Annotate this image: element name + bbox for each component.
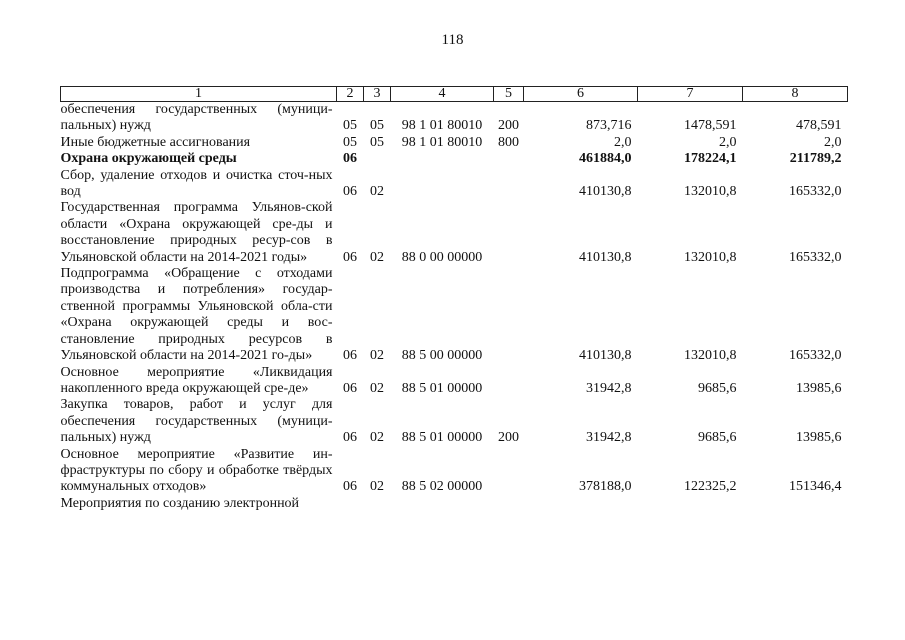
row-target-article: 88 0 00 00000 (401, 249, 483, 265)
header-col-7: 7 (638, 87, 743, 102)
row-expense-type (494, 200, 524, 266)
table-row (61, 135, 848, 151)
row-subsection: 02 (370, 430, 384, 446)
row-amount-col8: 211789,2 (789, 151, 842, 167)
row-expense-type (494, 168, 524, 201)
row-expense-type: 800 (498, 134, 519, 150)
row-subsection (364, 496, 391, 512)
table-row (61, 266, 848, 364)
row-subsection (364, 151, 391, 167)
row-subsection: 02 (370, 479, 384, 495)
row-section: 05 (343, 118, 357, 134)
row-name: Охрана окружающей среды (60, 151, 237, 167)
header-col-3: 3 (364, 87, 391, 102)
row-name: Сбор, удаление отходов и очистка сточ-ных вод (60, 167, 333, 200)
row-name: Государственная программа Ульянов-ской области «Охрана окружающей сре-ды и восстановление природных ресур-сов в Ульяновской области на 2014-2021 годы» (60, 200, 333, 265)
row-subsection: 02 (370, 380, 384, 396)
row-expense-type (494, 365, 524, 398)
row-name: Иные бюджетные ассигнования (60, 134, 251, 150)
header-col-5: 5 (494, 87, 524, 102)
row-amount-col8: 478,591 (796, 118, 842, 134)
header-col-1: 1 (61, 87, 337, 102)
row-name: Закупка товаров, работ и услуг для обеспечения государственных (муници-пальных) нужд (60, 397, 333, 446)
row-amount-col7 (638, 496, 743, 512)
row-section: 06 (343, 479, 357, 495)
row-amount-col8: 151346,4 (789, 479, 842, 495)
row-amount-col8 (743, 496, 848, 512)
row-section (337, 496, 364, 512)
table-row (61, 397, 848, 446)
row-amount-col6: 410130,8 (579, 348, 632, 364)
row-amount-col6: 2,0 (614, 134, 632, 150)
row-target-article: 88 5 00 00000 (401, 348, 483, 364)
row-expense-type (494, 496, 524, 512)
row-amount-col6: 31942,8 (586, 380, 632, 396)
row-section: 06 (343, 151, 357, 167)
row-section: 06 (343, 348, 357, 364)
table-row (61, 168, 848, 201)
row-amount-col6: 31942,8 (586, 430, 632, 446)
row-subsection: 05 (370, 134, 384, 150)
row-amount-col6 (524, 496, 638, 512)
row-section: 06 (343, 380, 357, 396)
header-col-2: 2 (337, 87, 364, 102)
header-row (61, 87, 848, 102)
row-subsection: 02 (370, 348, 384, 364)
table-header (61, 87, 848, 102)
header-col-8: 8 (743, 87, 848, 102)
row-target-article: 88 5 02 00000 (401, 479, 483, 495)
table-row (61, 365, 848, 398)
table-row (61, 447, 848, 496)
row-amount-col7: 9685,6 (698, 380, 737, 396)
table-row (61, 151, 848, 167)
row-amount-col6: 873,716 (586, 118, 632, 134)
row-amount-col7: 132010,8 (684, 184, 737, 200)
row-subsection: 05 (370, 118, 384, 134)
row-amount-col6: 410130,8 (579, 249, 632, 265)
row-amount-col8: 13985,6 (796, 430, 842, 446)
row-expense-type (494, 151, 524, 167)
row-target-article: 98 1 01 80010 (401, 134, 483, 150)
row-target-article (391, 151, 494, 167)
row-amount-col7: 1478,591 (684, 118, 737, 134)
table-row (61, 496, 848, 512)
row-name: обеспечения государственных (муници-пальных) нужд (60, 102, 333, 134)
header-col-6: 6 (524, 87, 638, 102)
row-subsection: 02 (370, 249, 384, 265)
row-section: 06 (343, 249, 357, 265)
row-section: 05 (343, 134, 357, 150)
budget-table (60, 86, 848, 512)
row-name: Мероприятия по созданию электронной (60, 495, 300, 511)
row-name: Подпрограмма «Обращение с отходами производства и потребления» государ-ственной программы Ульяновской обла-сти «Охрана окружающей среды и вос-становление природных ресурсов в Ульяновской области на 2014-2021 го-ды» (60, 266, 333, 364)
row-expense-type: 200 (498, 118, 519, 134)
table-row (61, 102, 848, 135)
row-amount-col6: 461884,0 (579, 151, 632, 167)
row-name: Основное мероприятие «Развитие ин-фраструктуры по сбору и обработке твёрдых коммунальных отходов» (60, 446, 333, 495)
row-target-article: 88 5 01 00000 (401, 380, 483, 396)
row-amount-col8: 2,0 (824, 134, 842, 150)
row-section: 06 (343, 184, 357, 200)
row-amount-col8: 165332,0 (789, 184, 842, 200)
row-amount-col8: 13985,6 (796, 380, 842, 396)
row-section: 06 (343, 430, 357, 446)
row-amount-col8: 165332,0 (789, 249, 842, 265)
row-target-article: 98 1 01 80010 (401, 118, 483, 134)
row-amount-col7: 9685,6 (698, 430, 737, 446)
table-row (61, 200, 848, 266)
row-amount-col7: 132010,8 (684, 249, 737, 265)
row-amount-col7: 178224,1 (684, 151, 737, 167)
row-amount-col6: 378188,0 (579, 479, 632, 495)
row-subsection: 02 (370, 184, 384, 200)
row-target-article (391, 168, 494, 201)
page-number: 118 (441, 32, 464, 48)
row-expense-type: 200 (498, 430, 519, 446)
row-target-article (391, 496, 494, 512)
row-amount-col6: 410130,8 (579, 184, 632, 200)
row-amount-col7: 132010,8 (684, 348, 737, 364)
row-target-article: 88 5 01 00000 (401, 430, 483, 446)
header-col-4: 4 (391, 87, 494, 102)
row-expense-type (494, 266, 524, 364)
row-expense-type (494, 447, 524, 496)
row-name: Основное мероприятие «Ликвидация накопленного вреда окружающей сре-де» (60, 364, 333, 396)
row-amount-col8: 165332,0 (789, 348, 842, 364)
table-body (61, 102, 848, 513)
row-amount-col7: 2,0 (719, 134, 737, 150)
row-amount-col7: 122325,2 (684, 479, 737, 495)
